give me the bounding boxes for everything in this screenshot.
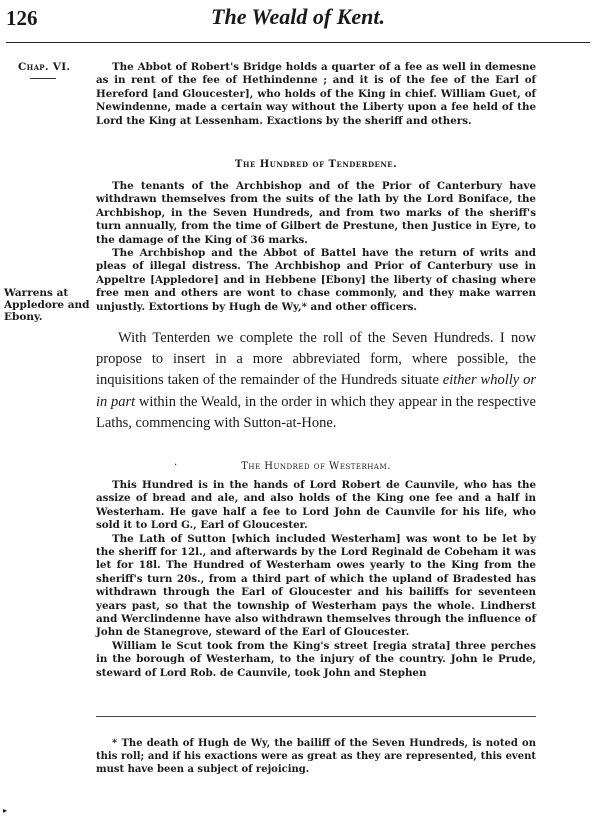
tenterden-section [96, 180, 536, 314]
footnote-text: * The death of Hugh de Wy, the bailiff of the Seven Hundreds, is noted on this roll; and if his exactions were as great as they are represented, this event must have been a subject of rejoicing. [96, 738, 536, 775]
paragraph: This Hundred is in the hands of Lord Robert de Caunvile, who has the assize of bread and ale, and also holds of the King one fee and a half in Westerham. He gave half a fee to Lord John de Caunvile for his life, who sold it to Lord G., Earl of Gloucester. [96, 479, 536, 532]
side-note: Warrens at Appledore and Ebony. [4, 287, 90, 323]
stray-dot: · [174, 460, 178, 471]
westerham-section [96, 479, 536, 680]
paragraph: The Abbot of Robert's Bridge holds a quarter of a fee as well in demesne as in rent of the fee of Hethindenne ; and it is of the fee of the Earl of Hereford [and Gloucester], who holds of the King in chief. William Guet, of Newindenne, made a certain way without the Liberty upon a fee held of the Lord the King at Lessenham. Exactions by the sheriff and others. [96, 61, 536, 127]
footnote-rule [96, 716, 536, 717]
page-number: 126 [6, 6, 38, 30]
footnote [96, 737, 536, 776]
chapter-rule [30, 78, 56, 79]
main-text-end: within the Weald, in the order in which they appear in the respective Laths, commencing with Sutton-at-Hone. [96, 393, 536, 431]
section-heading-tenterden: The Hundred of Tenderdene. [234, 159, 398, 170]
chapter-label: Chap. VI. [18, 61, 71, 73]
paragraph: The Archbishop and the Abbot of Battel have the return of writs and pleas of illegal distress. The Archbishop and Prior of Canterbury use in Appeltre [Appledore] and in Hebbene [Ebony] the liberty of chasing where free men and others are wont to chase commonly, and they make warren unjustly. Extortions by Hugh de Wy,* and other officers. [96, 247, 536, 313]
main-text-start: With Tenterden we complete the roll of the Seven Hundreds. I now propose to insert in a more abbreviated form, where possible, the inquisitions taken of the remainder of the Hundreds situate [96, 330, 536, 389]
main-paragraph [96, 328, 536, 434]
header-rule [6, 42, 590, 43]
running-title: The Weald of Kent. [211, 4, 385, 29]
main-text-italic: either wholly or in part [96, 372, 536, 410]
section-heading-westerham: The Hundred of Westerham. [241, 461, 391, 472]
paragraph: The tenants of the Archbishop and of the Prior of Canterbury have withdrawn themselves from the suits of the lath by the Lord Boniface, the Archbishop, in the Seven Hundreds, and from two marks of the sheriff's turn annually, from the time of Gilbert de Prestune, then Justice in Eyre, to the damage of the King of 36 marks. [96, 180, 536, 246]
page-header [6, 2, 590, 42]
corner-mark: ▸ [3, 806, 8, 815]
paragraph: The Lath of Sutton [which included Westerham] was wont to be let by the sheriff for 12l., and afterwards by the Lord Reginald de Cobeham it was let for 18l. The Hundred of Westerham owes yearly to the King from the sheriff's turn 20s., from a third part of which the upland of Bradested has withdrawn through the Earl of Gloucester and his bailiffs for seventeen years past, so that the township of Westerham pays the whole. Lindherst and Werclindenne have also withdrawn themselves through the influence of John de Stanegrove, steward of the Earl of Gloucester. [96, 532, 536, 639]
paragraph: William le Scut took from the King's street [regia strata] three perches in the borough of Westerham, to the injury of the country. John le Prude, steward of Lord Rob. de Caunvile, took John and Stephen [96, 639, 536, 679]
intro-paragraph [96, 61, 536, 128]
